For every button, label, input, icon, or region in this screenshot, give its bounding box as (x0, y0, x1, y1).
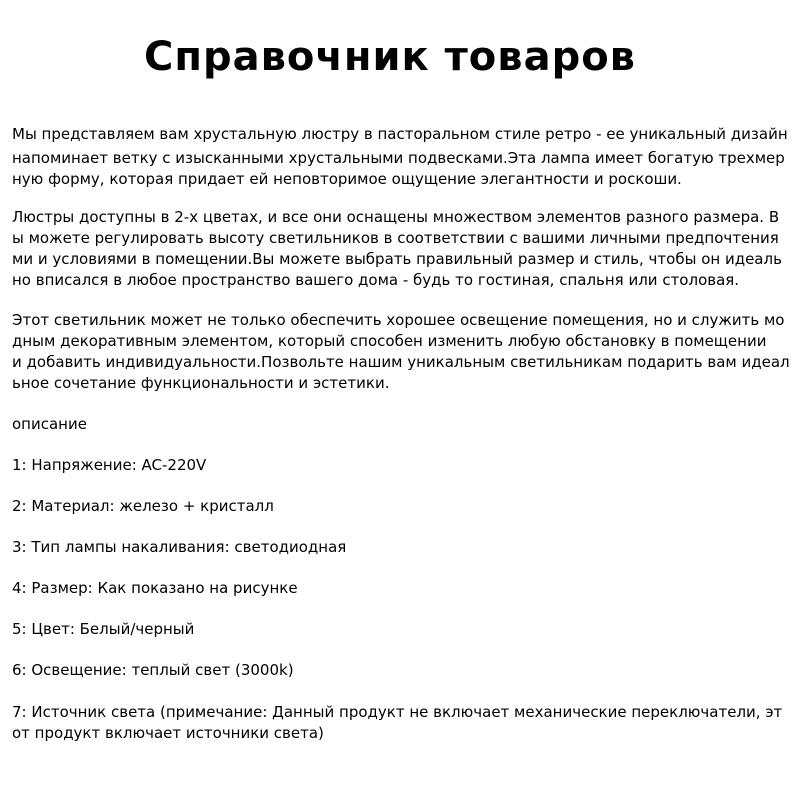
spec-light-source-line-1: 7: Источник света (примечание: Данный продукт не включает механические переключатели, эт (12, 703, 783, 721)
paragraph-1-line-1: Мы представляем вам хрустальную люстру в пасторальном стиле ретро - ее уникальный дизайн (12, 125, 788, 143)
description-heading: описание (12, 415, 87, 433)
spec-material: 2: Материал: железо + кристалл (12, 497, 274, 515)
spec-light-source-line-2: от продукт включает источники света) (12, 724, 324, 742)
paragraph-2-line-2: ы можете регулировать высоту светильников в соответствии с вашими личными предпочтения (12, 229, 779, 247)
paragraph-3-line-3: и добавить индивидуальности.Позвольте нашим уникальным светильникам подарить вам идеал (12, 353, 790, 371)
paragraph-1-line-3: ную форму, которая придает ей неповторимое ощущение элегантности и роскоши. (12, 170, 682, 188)
spec-lamp-type: 3: Тип лампы накаливания: светодиодная (12, 538, 347, 556)
paragraph-3-line-2: дным декоративным элементом, который способен изменить любую обстановку в помещении (12, 332, 767, 350)
paragraph-3-line-1: Этот светильник может не только обеспечить хорошее освещение помещения, но и служить мо (12, 311, 785, 329)
paragraph-1-line-2: напоминает ветку с изысканными хрустальными подвесками.Эта лампа имеет богатую трехмер (12, 149, 785, 167)
paragraph-2-line-3: ми и условиями в помещении.Вы можете выбрать правильный размер и стиль, чтобы он идеаль (12, 250, 782, 268)
paragraph-3-line-4: ьное сочетание функциональности и эстетики. (12, 374, 390, 392)
paragraph-2-line-4: но вписался в любое пространство вашего дома - будь то гостиная, спальня или столовая. (12, 271, 740, 289)
spec-lighting: 6: Освещение: теплый свет (3000k) (12, 661, 294, 679)
spec-color: 5: Цвет: Белый/черный (12, 620, 195, 638)
spec-size: 4: Размер: Как показано на рисунке (12, 579, 298, 597)
page-title: Справочник товаров (143, 34, 636, 80)
spec-voltage: 1: Напряжение: AC-220V (12, 456, 207, 474)
paragraph-2-line-1: Люстры доступны в 2-х цветах, и все они оснащены множеством элементов разного размера. В (12, 208, 780, 226)
